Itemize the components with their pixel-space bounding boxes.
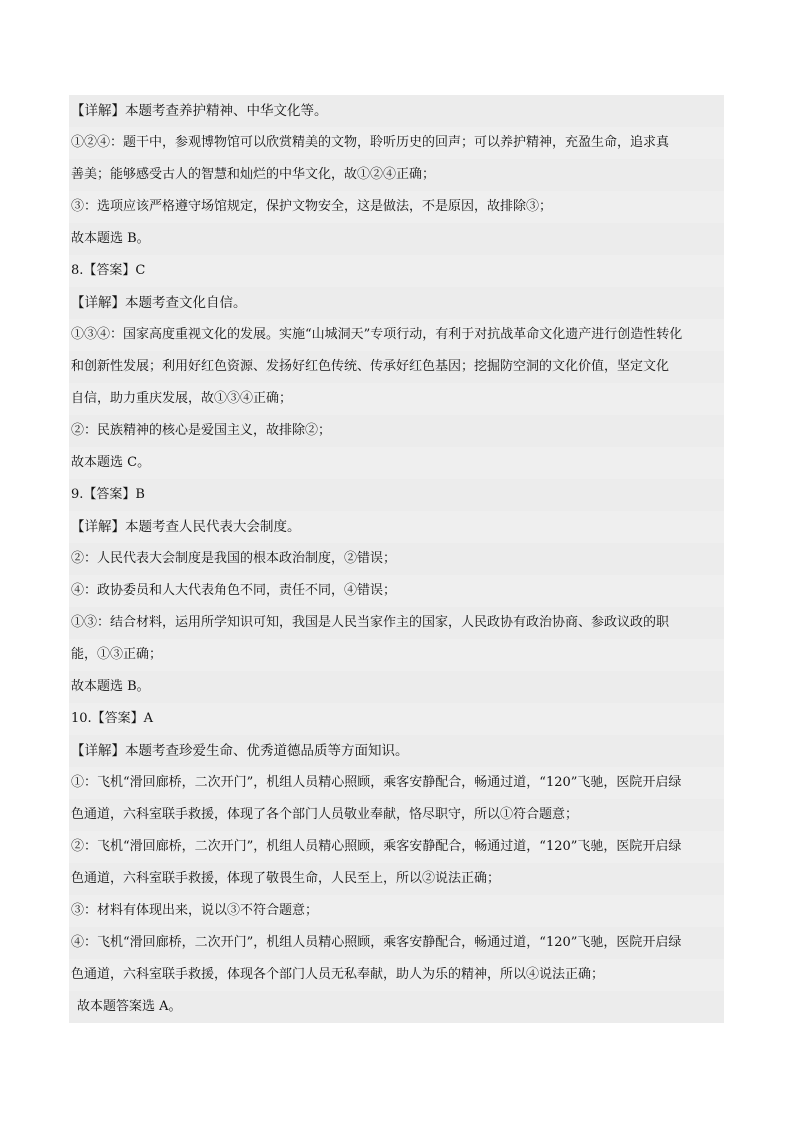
- text-line: 善美；能够感受古人的智慧和灿烂的中华文化，故①②④正确；: [69, 159, 724, 191]
- text-line: ④：飞机“滑回廊桥，二次开门”，机组人员精心照顾，乘客安静配合，畅通过道，“120”飞驰，医院开启绿: [69, 927, 724, 959]
- text-line: 色通道，六科室联手救援，体现各个部门人员无私奉献，助人为乐的精神，所以④说法正确；: [69, 959, 724, 991]
- answer-explanation-block: [69, 95, 724, 1023]
- text-line: 故本题选 B。: [69, 671, 724, 703]
- text-line: 【详解】本题考查养护精神、中华文化等。: [69, 95, 724, 127]
- text-line: ①②④：题干中，参观博物馆可以欣赏精美的文物，聆听历史的回声；可以养护精神，充盈生命，追求真: [69, 127, 724, 159]
- answer-heading: 9.【答案】B: [69, 479, 724, 511]
- text-line: 【详解】本题考查文化自信。: [69, 287, 724, 319]
- text-line: ③：选项应该严格遵守场馆规定，保护文物安全，这是做法，不是原因，故排除③；: [69, 191, 724, 223]
- text-line: ①：飞机“滑回廊桥，二次开门”，机组人员精心照顾，乘客安静配合，畅通过道，“120”飞驰，医院开启绿: [69, 767, 724, 799]
- text-line: 故本题选 C。: [69, 447, 724, 479]
- text-line: 色通道，六科室联手救援，体现了敬畏生命，人民至上，所以②说法正确；: [69, 863, 724, 895]
- answer-heading: 10.【答案】A: [69, 703, 724, 735]
- text-line: ②：人民代表大会制度是我国的根本政治制度，②错误；: [69, 543, 724, 575]
- text-line: 色通道，六科室联手救援，体现了各个部门人员敬业奉献，恪尽职守，所以①符合题意；: [69, 799, 724, 831]
- text-line: 能，①③正确；: [69, 639, 724, 671]
- text-line: ④：政协委员和人大代表角色不同，责任不同，④错误；: [69, 575, 724, 607]
- text-line: 故本题答案选 A。: [69, 991, 724, 1023]
- text-line: 【详解】本题考查珍爱生命、优秀道德品质等方面知识。: [69, 735, 724, 767]
- text-line: ①③：结合材料，运用所学知识可知，我国是人民当家作主的国家，人民政协有政治协商、参政议政的职: [69, 607, 724, 639]
- text-line: ②：民族精神的核心是爱国主义，故排除②；: [69, 415, 724, 447]
- text-line: ③：材料有体现出来，说以③不符合题意；: [69, 895, 724, 927]
- text-line: 【详解】本题考查人民代表大会制度。: [69, 511, 724, 543]
- text-line: ②：飞机“滑回廊桥，二次开门”，机组人员精心照顾，乘客安静配合，畅通过道，“120”飞驰，医院开启绿: [69, 831, 724, 863]
- text-line: 故本题选 B。: [69, 223, 724, 255]
- answer-heading: 8.【答案】C: [69, 255, 724, 287]
- text-line: 自信，助力重庆发展，故①③④正确；: [69, 383, 724, 415]
- text-line: ①③④：国家高度重视文化的发展。实施“山城洞天”专项行动，有利于对抗战革命文化遗产进行创造性转化: [69, 319, 724, 351]
- text-line: 和创新性发展；利用好红色资源、发扬好红色传统、传承好红色基因；挖掘防空洞的文化价值，坚定文化: [69, 351, 724, 383]
